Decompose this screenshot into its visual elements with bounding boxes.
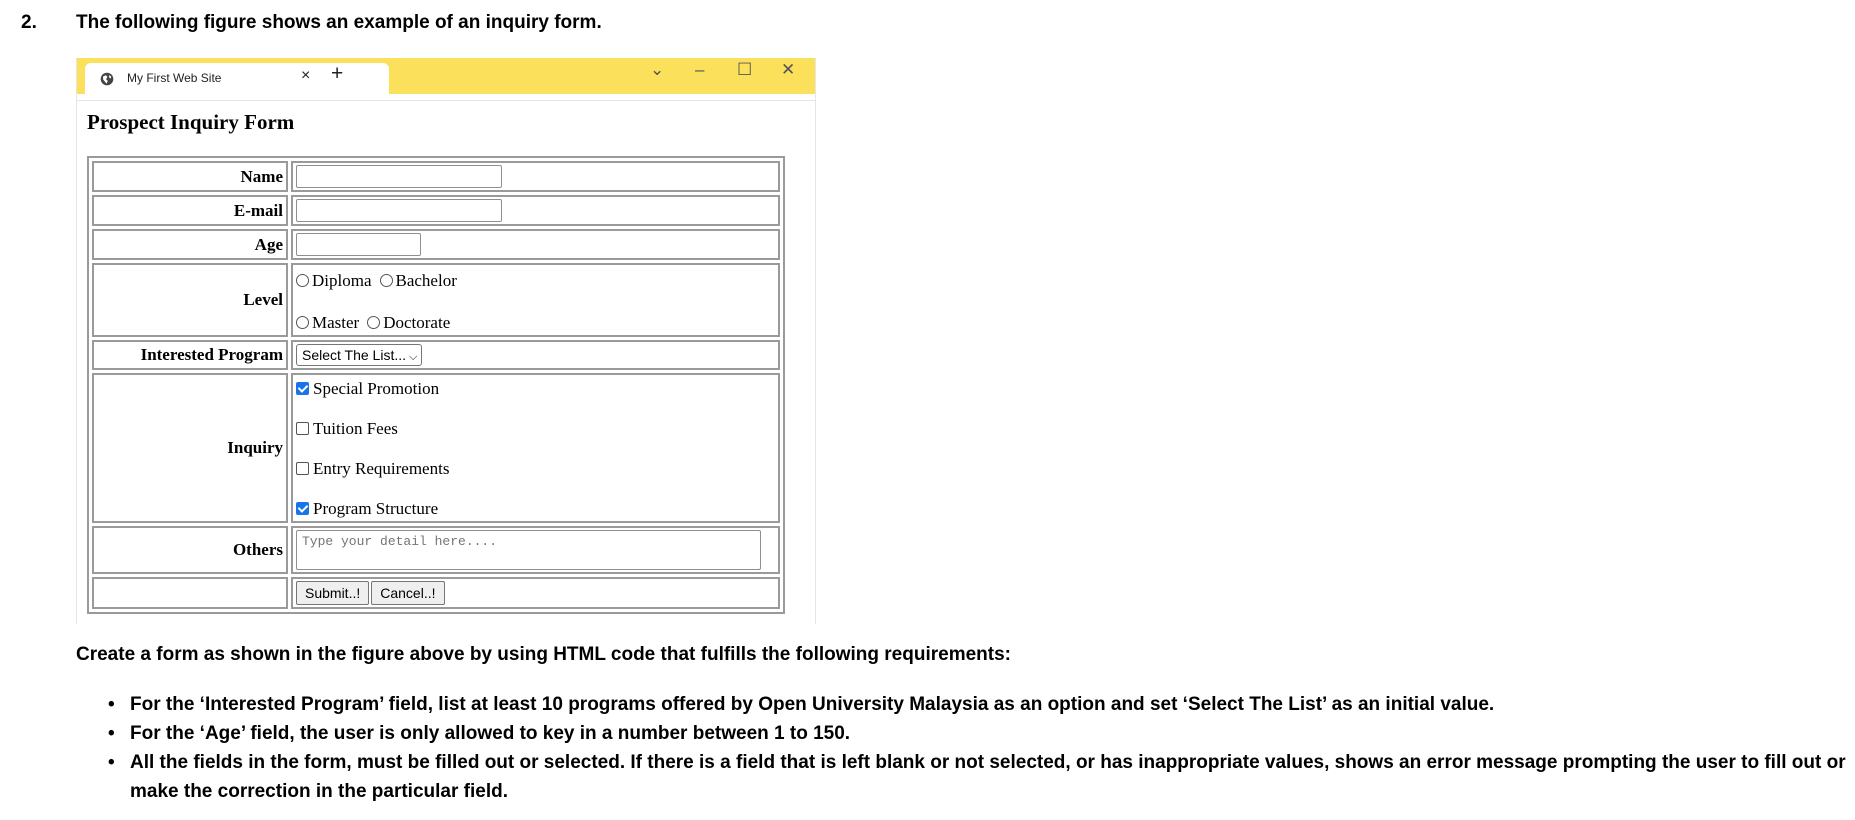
level-option-label: Doctorate: [383, 313, 451, 332]
program-select[interactable]: [296, 344, 422, 366]
checkbox-tuition-fees[interactable]: [296, 422, 309, 435]
email-label: E-mail: [92, 195, 288, 226]
inquiry-option: [296, 415, 775, 455]
age-input[interactable]: [296, 233, 421, 256]
radio-doctorate[interactable]: [367, 316, 380, 329]
chevron-down-icon: ⌵: [409, 351, 418, 363]
tab-title: My First Web Site: [127, 71, 222, 85]
browser-screenshot: [76, 58, 816, 624]
close-tab-icon[interactable]: ×: [301, 67, 311, 84]
inquiry-option: [296, 455, 775, 495]
inquiry-option-label: Entry Requirements: [313, 459, 450, 478]
globe-icon: [100, 72, 114, 86]
radio-bachelor[interactable]: [380, 274, 393, 287]
requirement-item: • For the ‘Age’ field, the user is only allowed to key in a number between 1 to 150.: [108, 719, 1848, 748]
level-option-label: Master: [312, 313, 360, 332]
window-close-icon[interactable]: ✕: [781, 60, 796, 79]
others-label: Others: [92, 526, 288, 574]
checkbox-program-structure[interactable]: [296, 502, 309, 515]
others-textarea[interactable]: [296, 530, 761, 570]
requirements-list: [108, 690, 1848, 806]
submit-button[interactable]: Submit..!: [296, 581, 369, 605]
form-title: Prospect Inquiry Form: [87, 110, 295, 134]
radio-diploma[interactable]: [296, 274, 309, 287]
browser-tab[interactable]: [85, 63, 389, 94]
inquiry-option-label: Program Structure: [313, 499, 439, 518]
name-label: Name: [92, 161, 288, 192]
level-option-label: Bachelor: [395, 271, 457, 290]
program-label: Interested Program: [92, 340, 288, 370]
level-row-1: [296, 265, 775, 305]
instructions-intro: Create a form as shown in the figure above by using HTML code that fulfills the following requirements:: [76, 644, 1011, 665]
requirement-item: • For the ‘Interested Program’ field, list at least 10 programs offered by Open University Malaysia as an option and set ‘Select The List’ as an initial value.: [108, 690, 1848, 719]
email-input[interactable]: [296, 199, 502, 222]
inquiry-form-table: [87, 156, 785, 614]
minimize-icon[interactable]: –: [695, 60, 705, 79]
age-label: Age: [92, 229, 288, 260]
radio-master[interactable]: [296, 316, 309, 329]
name-input[interactable]: [296, 165, 502, 188]
browser-tab-bar: [77, 58, 815, 94]
question-text: The following figure shows an example of an inquiry form.: [76, 12, 602, 33]
inquiry-option-label: Tuition Fees: [313, 419, 398, 438]
level-label: Level: [92, 263, 288, 337]
level-option-label: Diploma: [312, 271, 372, 290]
cancel-button[interactable]: Cancel..!: [371, 581, 444, 605]
maximize-icon[interactable]: ☐: [737, 60, 753, 79]
inquiry-option: [296, 495, 775, 521]
chevron-down-icon[interactable]: ⌄: [650, 60, 665, 79]
new-tab-icon[interactable]: +: [331, 62, 344, 85]
checkbox-special-promotion[interactable]: [296, 382, 309, 395]
empty-cell: [92, 577, 288, 609]
inquiry-option: [296, 375, 775, 415]
inquiry-label: Inquiry: [92, 373, 288, 523]
question-number: 2.: [21, 12, 37, 33]
requirement-item: • All the fields in the form, must be filled out or selected. If there is a field that is left blank or not selected, or has inappropriate values, shows an error message prompting the user to fill out or make the correction in the particular field.: [108, 748, 1848, 806]
inquiry-option-label: Special Promotion: [313, 379, 440, 398]
level-row-2: [296, 305, 775, 335]
divider: [77, 100, 815, 101]
checkbox-entry-requirements[interactable]: [296, 462, 309, 475]
program-select-value: Select The List...: [302, 347, 407, 363]
